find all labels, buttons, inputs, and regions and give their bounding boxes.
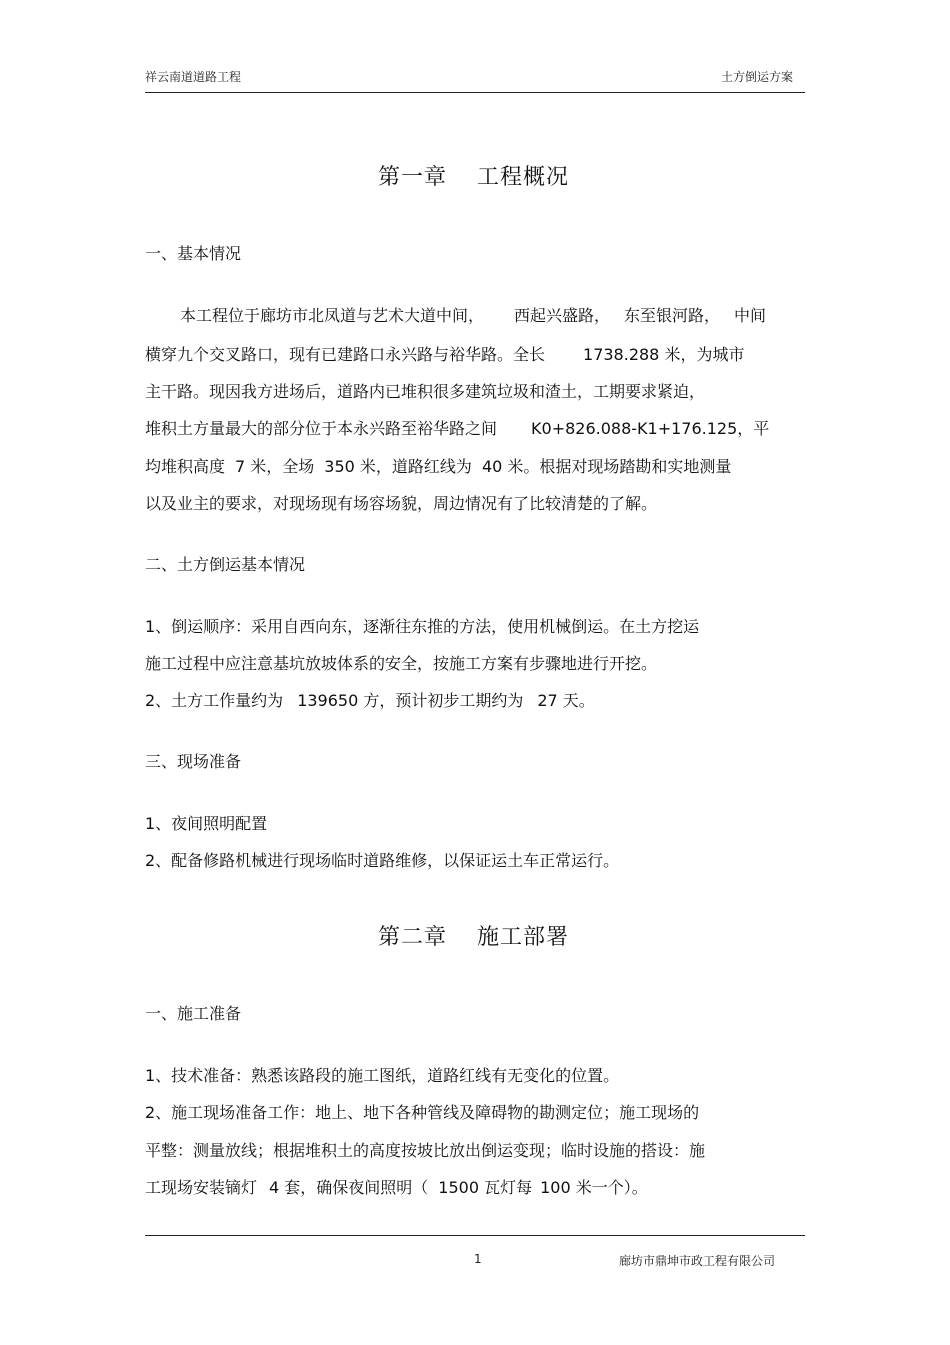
section2-line1: 1、倒运顺序：采用自西向东，逐渐往东推的方法，使用机械倒运。在土方挖运 — [145, 617, 700, 636]
header-left: 祥云南道道路工程 — [145, 70, 242, 84]
footer-rule — [145, 1235, 805, 1236]
section1-line2: 横穿九个交叉路口，现有已建路口永兴路与裕华路。全长 1738.288 米，为城市 — [145, 345, 745, 364]
section1-line6: 以及业主的要求，对现场现有场容场貌，周边情况有了比较清楚的了解。 — [145, 494, 658, 513]
section4-line2: 2、施工现场准备工作：地上、地下各种管线及障碍物的勘测定位；施工现场的 — [145, 1103, 700, 1122]
section1-line3: 主干路。现因我方进场后，道路内已堆积很多建筑垃圾和渣土，工期要求紧迫， — [145, 382, 706, 401]
section4-heading: 一、施工准备 — [145, 1004, 242, 1023]
chapter2-title — [378, 920, 569, 951]
section4-line4: 工现场安装镝灯 4 套，确保夜间照明（ 1500 瓦灯每 100 米一个）。 — [145, 1178, 648, 1197]
chapter2-name: 施工部署 — [477, 925, 570, 950]
chapter1-title — [378, 160, 569, 191]
footer-company: 廊坊市鼎坤市政工程有限公司 — [619, 1254, 776, 1268]
section4-line3: 平整：测量放线；根据堆积土的高度按坡比放出倒运变现；临时设施的搭设：施 — [145, 1141, 706, 1160]
section3-line1: 1、夜间照明配置 — [145, 814, 268, 833]
chapter1-number: 第一章 — [378, 165, 448, 190]
section1-heading: 一、基本情况 — [145, 244, 242, 263]
section2-heading: 二、土方倒运基本情况 — [145, 555, 306, 574]
header-rule — [145, 92, 805, 93]
chapter2-number: 第二章 — [378, 925, 448, 950]
chapter1-name: 工程概况 — [477, 165, 570, 190]
section2-line3: 2、土方工作量约为 139650 方，预计初步工期约为 27 天。 — [145, 691, 595, 710]
section3-line2: 2、配备修路机械进行现场临时道路维修，以保证运土车正常运行。 — [145, 851, 620, 870]
page-number: 1 — [474, 1252, 482, 1266]
section4-line1: 1、技术准备：熟悉该路段的施工图纸，道路红线有无变化的位置。 — [145, 1066, 620, 1085]
section1-line4: 堆积土方量最大的部分位于本永兴路至裕华路之间 K0+826.088-K1+176.125，平 — [145, 419, 770, 438]
section1-line5: 均堆积高度 7 米，全场 350 米，道路红线为 40 米。根据对现场踏勘和实地测量 — [145, 457, 732, 476]
section2-line2: 施工过程中应注意基坑放坡体系的安全，按施工方案有步骤地进行开挖。 — [145, 654, 658, 673]
section1-line1: 本工程位于廊坊市北凤道与艺术大道中间， 西起兴盛路， 东至银河路， 中间 — [180, 306, 767, 325]
header-right: 土方倒运方案 — [721, 70, 794, 84]
section3-heading: 三、现场准备 — [145, 752, 242, 771]
